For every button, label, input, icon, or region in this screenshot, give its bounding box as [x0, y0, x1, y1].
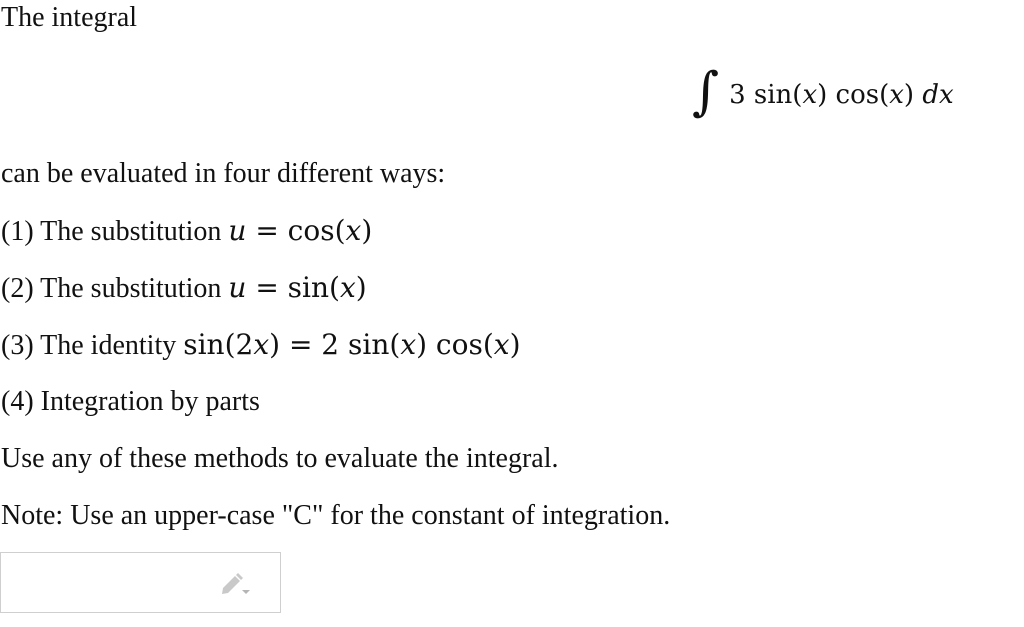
- method-math: u = cos(x): [228, 214, 373, 247]
- method-label: (4) Integration by parts: [1, 386, 260, 417]
- method-2: [1, 271, 367, 306]
- evaluated-line: can be evaluated in four different ways:: [1, 158, 446, 189]
- pencil-icon[interactable]: [219, 571, 253, 597]
- method-math: sin(2x) = 2 sin(x) cos(x): [183, 328, 521, 361]
- note-text: Note: Use an upper-case "C" for the constant of integration.: [1, 500, 671, 531]
- method-label: (1) The substitution: [1, 216, 229, 247]
- method-math: u = sin(x): [228, 271, 367, 304]
- method-1: [1, 214, 372, 249]
- intro-text: The integral: [1, 2, 138, 33]
- method-label: (2) The substitution: [1, 273, 229, 304]
- answer-input[interactable]: [9, 561, 213, 607]
- integral-sign: ∫: [692, 62, 720, 122]
- method-3: [1, 328, 521, 363]
- method-label: (3) The identity: [1, 330, 184, 361]
- display-integral: [692, 62, 954, 128]
- instruction-text: Use any of these methods to evaluate the integral.: [1, 443, 559, 474]
- integrand: 3 sin(x) cos(x) dx: [729, 80, 954, 110]
- answer-box[interactable]: [0, 552, 281, 613]
- method-4: [1, 385, 260, 419]
